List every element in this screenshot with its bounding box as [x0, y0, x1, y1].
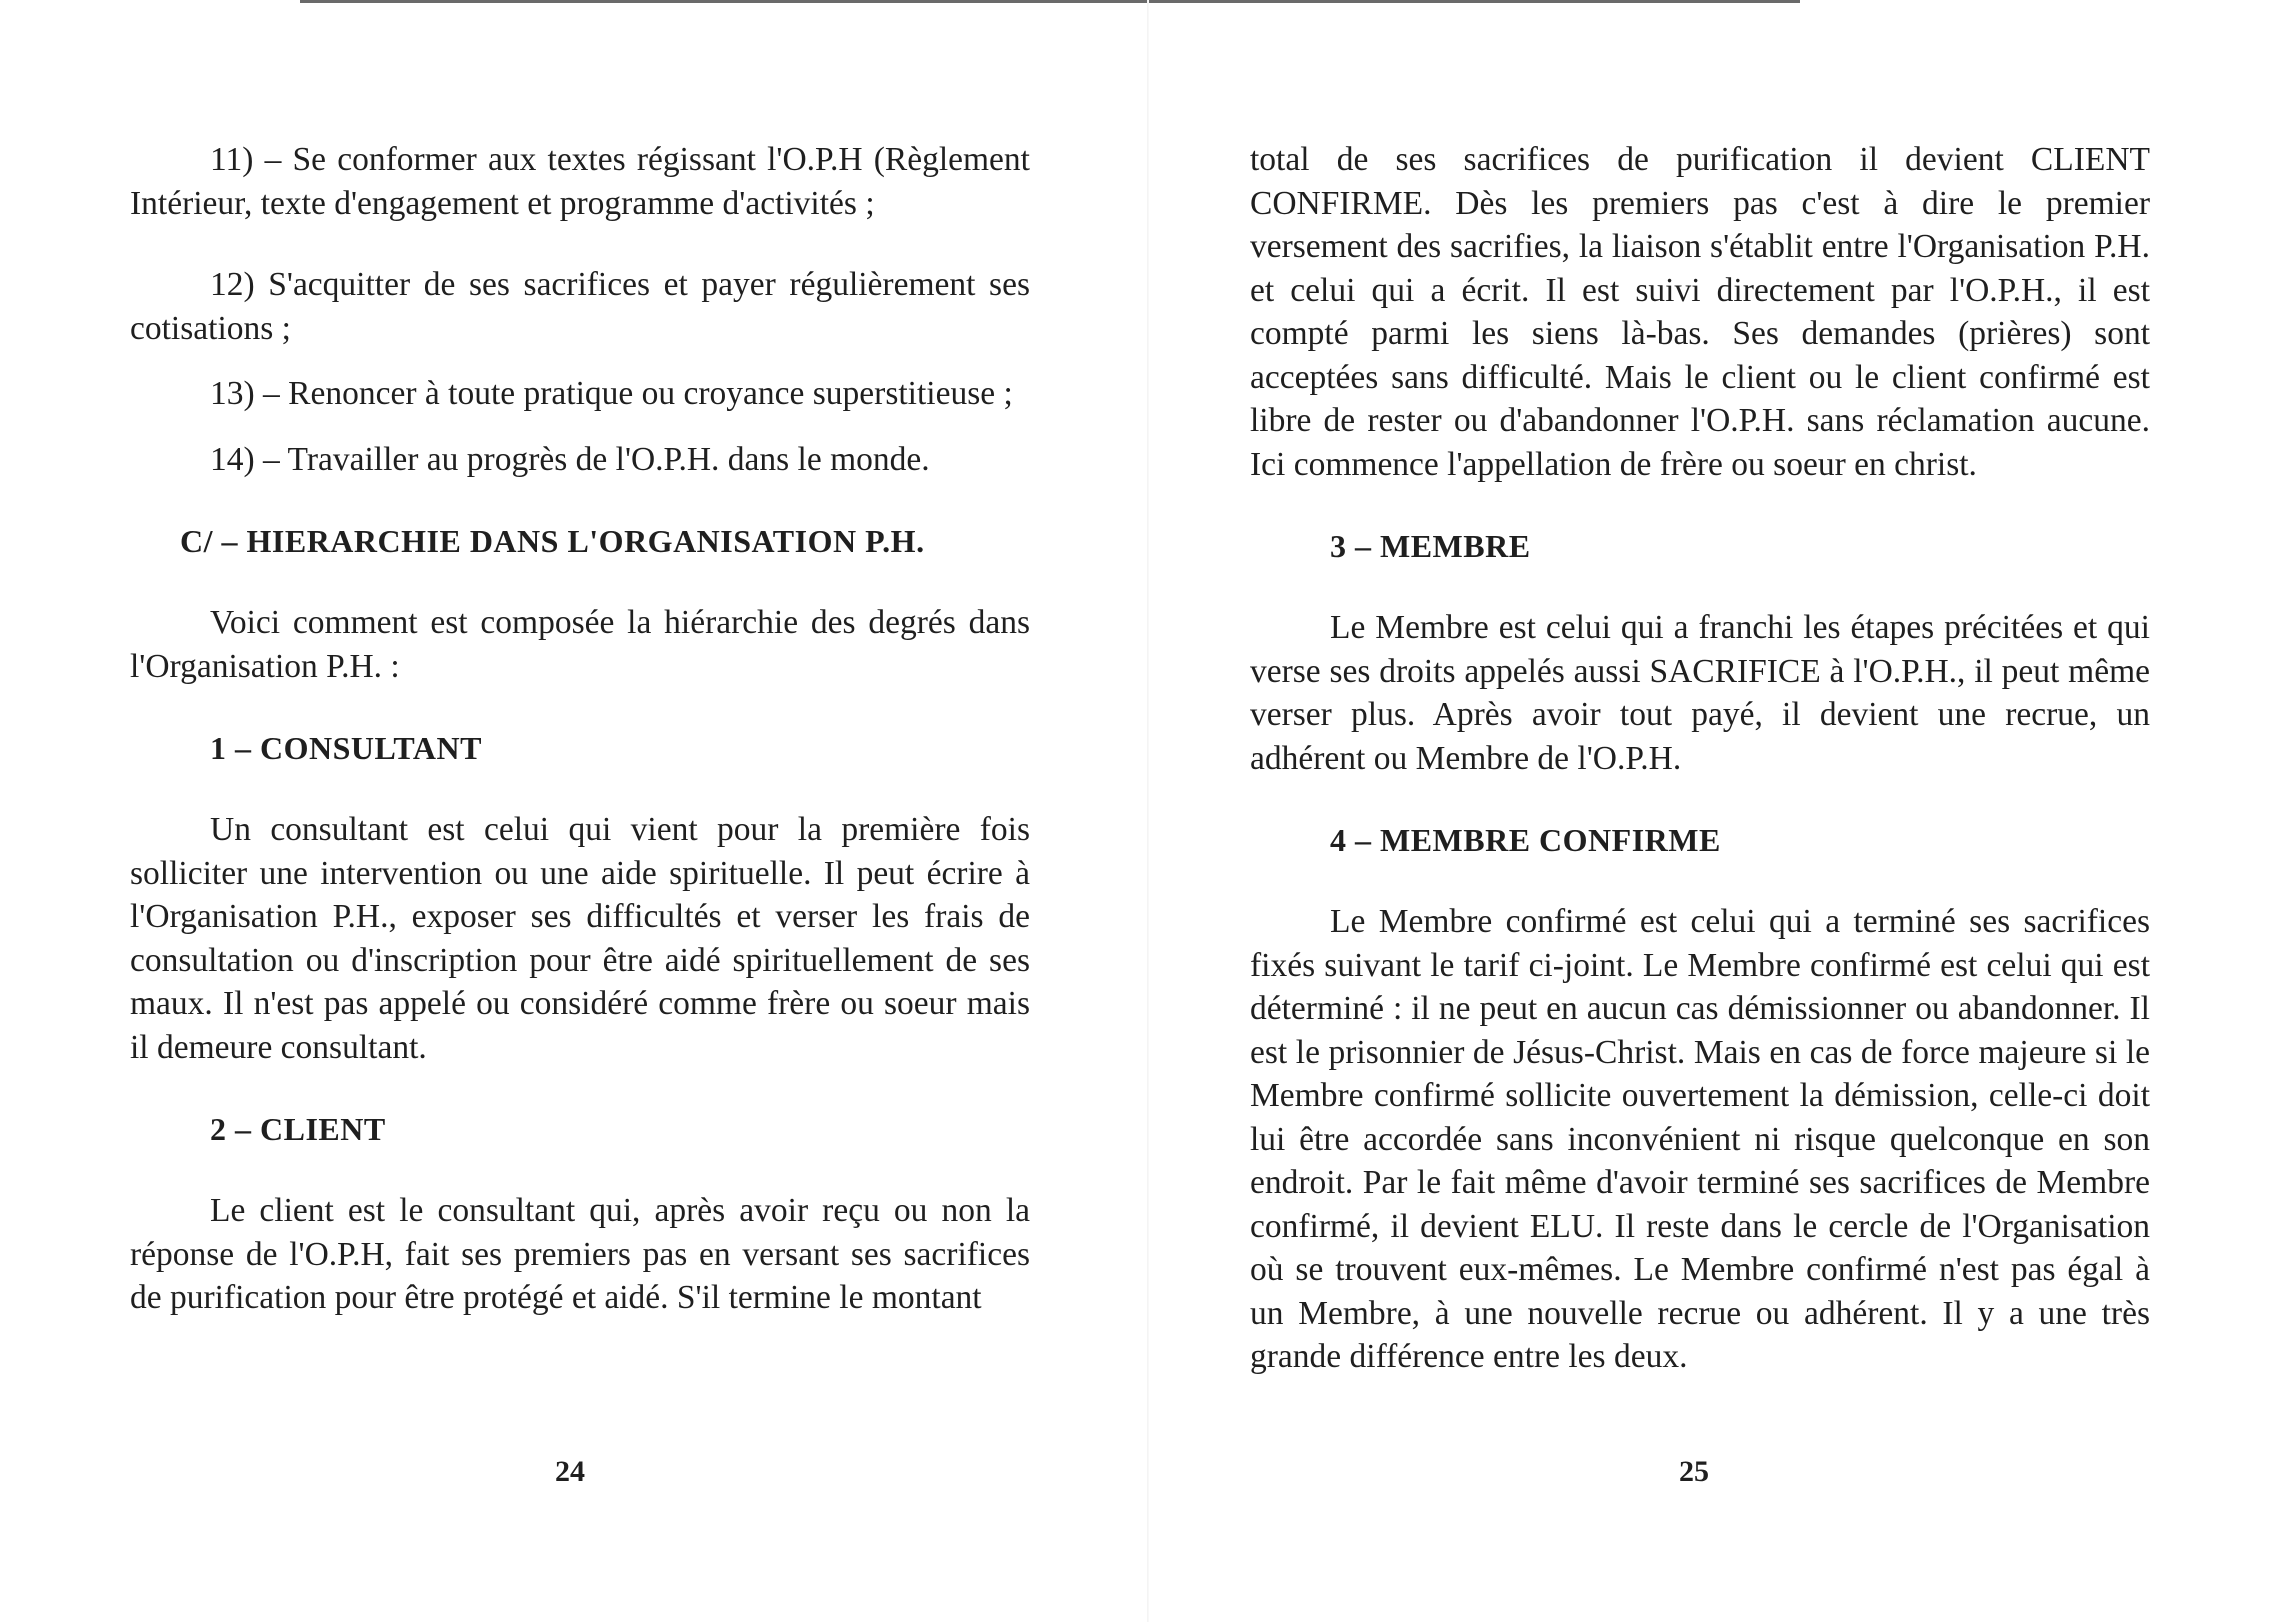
paragraph-12: 12) S'acquitter de ses sacrifices et payer régulièrement ses cotisations ; — [130, 266, 1030, 347]
paragraph-consultant: Un consultant est celui qui vient pour la première fois solliciter une intervention ou une aide spirituelle. Il peut écrire à l'Organisation P.H., exposer ses difficultés et verser les frais de consultation ou d'inscription pour être aidé spirituellement de ses maux. Il n'est pas appelé ou considéré comme frère ou soeur mais il demeure consultant. — [130, 811, 1030, 1066]
paragraph-client: Le client est le consultant qui, après avoir reçu ou non la réponse de l'O.P.H, fait ses premiers pas en versant ses sacrifices de purification pour être protégé et aidé. S'il termine le montant — [130, 1192, 1030, 1316]
heading-hierarchie: C/ – HIERARCHIE DANS L'ORGANISATION P.H. — [180, 523, 925, 559]
page-number-right: 25 — [1679, 1455, 1709, 1488]
right-text-column — [1250, 138, 2150, 1379]
paragraph-14: 14) – Travailler au progrès de l'O.P.H. dans le monde. — [210, 440, 930, 478]
left-text-column — [130, 138, 1030, 1320]
heading-consultant: 1 – CONSULTANT — [210, 730, 482, 766]
page-number-left: 24 — [555, 1455, 585, 1488]
heading-membre: 3 – MEMBRE — [1330, 528, 1531, 564]
paragraph-membre: Le Membre est celui qui a franchi les étapes précitées et qui verse ses droits appelés aussi SACRIFICE à l'O.P.H., il peut même verser plus. Après avoir tout payé, il devient une recrue, un adhérent ou Membre de l'O.P.H. — [1250, 609, 2150, 777]
paragraph-intro: Voici comment est composée la hiérarchie des degrés dans l'Organisation P.H. : — [130, 604, 1030, 685]
paragraph-13: 13) – Renoncer à toute pratique ou croyance superstitieuse ; — [210, 375, 1013, 412]
paragraph-membre-confirme: Le Membre confirmé est celui qui a terminé ses sacrifices fixés suivant le tarif ci-joint. Le Membre confirmé est celui qui est déterminé : il ne peut en aucun cas démissionner ou abandonner. Il est le prisonnier de Jésus-Christ. Mais en cas de force majeure si le Membre confirmé sollicite ouvertement la démission, celle-ci doit lui être accordée sans inconvénient ni risque quelconque en son endroit. Par le fait même d'avoir terminé ses sacrifices de Membre confirmé, il devient ELU. Il reste dans le cercle de l'Organisation où se trouvent eux-mêmes. Le Membre confirmé n'est pas égal à un Membre, à une nouvelle recrue ou adhérent. Il y a une très grande différence entre les deux. — [1250, 903, 2150, 1375]
right-page — [1149, 0, 2293, 1622]
paragraph-continuation: total de ses sacrifices de purification il devient CLIENT CONFIRME. Dès les premiers pas c'est à dire le premier versement des sacrifies, la liaison s'établit entre l'Organisation P.H. et celui qui a écrit. Il est suivi directement par l'O.P.H., il est compté parmi les siens là-bas. Ses demandes (prières) sont acceptées sans difficulté. Mais le client ou le client confirmé est libre de rester ou d'abandonner l'O.P.H. sans réclamation aucune. Ici commence l'appellation de frère ou soeur en christ. — [1250, 141, 2150, 483]
heading-client: 2 – CLIENT — [210, 1111, 386, 1147]
heading-membre-confirme: 4 – MEMBRE CONFIRME — [1330, 822, 1721, 858]
paragraph-11: 11) – Se conformer aux textes régissant l'O.P.H (Règlement Intérieur, texte d'engagement et programme d'activités ; — [130, 141, 1030, 222]
